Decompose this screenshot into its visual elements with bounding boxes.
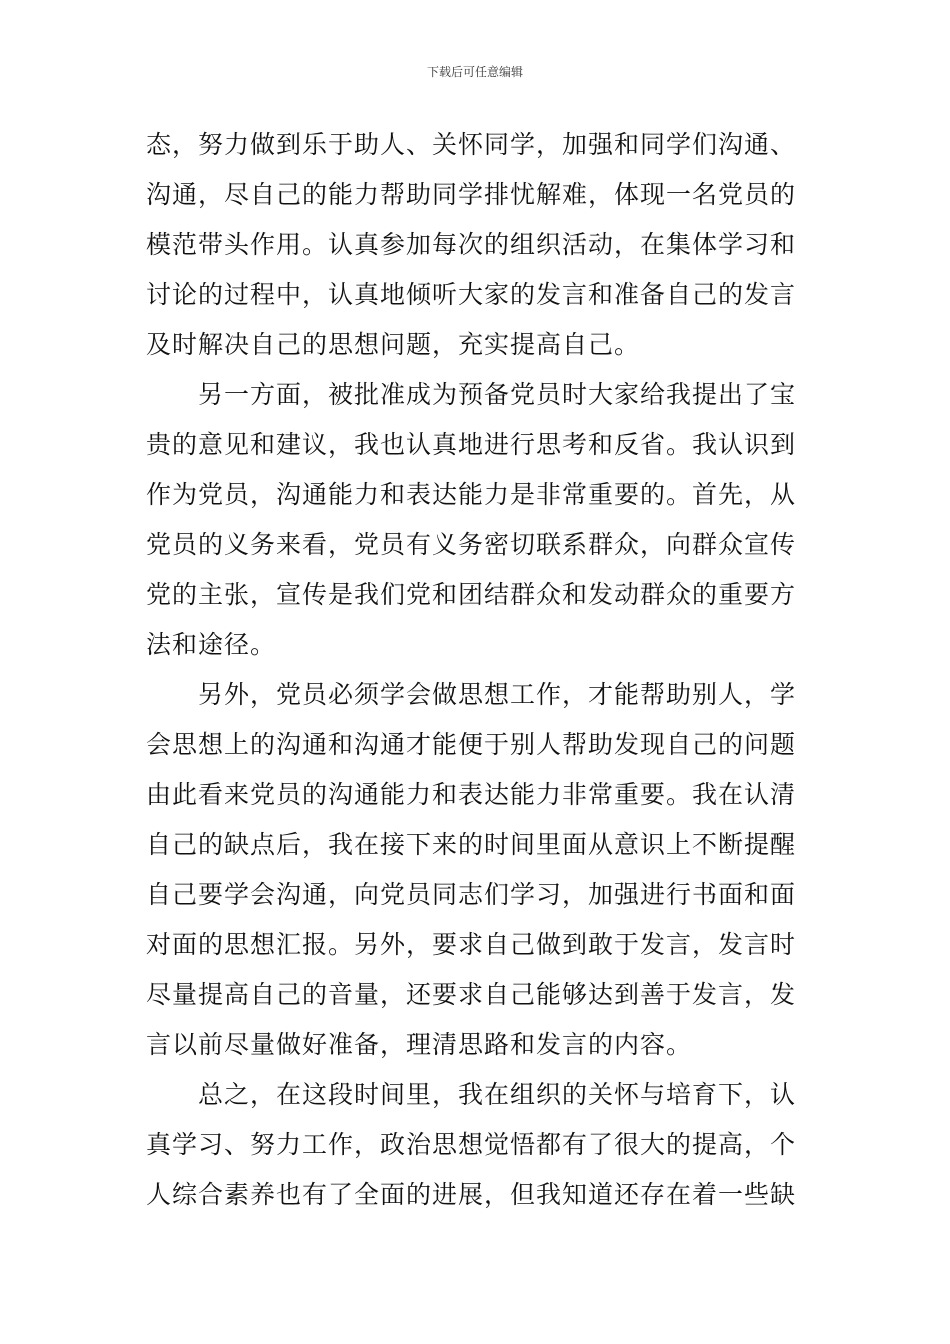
- text-line: 会思想上的沟通和沟通才能便于别人帮助发现自己的问题: [146, 730, 797, 759]
- text-line: 人综合素养也有了全面的进展，但我知道还存在着一些缺: [146, 1180, 797, 1209]
- text-line: 作为党员，沟通能力和表达能力是非常重要的。首先，从: [146, 480, 797, 509]
- text-line: 党的主张，宣传是我们党和团结群众和发动群众的重要方: [146, 580, 797, 609]
- text-line: 言以前尽量做好准备，理清思路和发言的内容。: [146, 1030, 693, 1059]
- text-line: 自己的缺点后，我在接下来的时间里面从意识上不断提醒: [146, 830, 797, 859]
- text-line: 由此看来党员的沟通能力和表达能力非常重要。我在认清: [146, 780, 797, 809]
- text-line: 讨论的过程中，认真地倾听大家的发言和准备自己的发言: [146, 280, 797, 309]
- text-line: 法和途径。: [146, 630, 277, 659]
- text-line: 态，努力做到乐于助人、关怀同学，加强和同学们沟通、: [146, 130, 797, 159]
- text-line: 党员的义务来看，党员有义务密切联系群众，向群众宣传: [146, 530, 797, 559]
- text-line: 真学习、努力工作，政治思想觉悟都有了很大的提高，个: [146, 1130, 797, 1159]
- paragraph-first-line: 总之，在这段时间里，我在组织的关怀与培育下，认: [198, 1080, 797, 1109]
- text-line: 自己要学会沟通，向党员同志们学习，加强进行书面和面: [146, 880, 797, 909]
- text-line: 沟通，尽自己的能力帮助同学排忧解难，体现一名党员的: [146, 180, 797, 209]
- paragraph-first-line: 另一方面，被批准成为预备党员时大家给我提出了宝: [198, 380, 797, 409]
- text-line: 模范带头作用。认真参加每次的组织活动，在集体学习和: [146, 230, 797, 259]
- text-line: 尽量提高自己的音量，还要求自己能够达到善于发言，发: [146, 980, 797, 1009]
- page-header: 下载后可任意编辑: [426, 65, 523, 79]
- paragraph-first-line: 另外，党员必须学会做思想工作，才能帮助别人，学: [198, 680, 797, 709]
- text-line: 及时解决自己的思想问题，充实提高自己。: [146, 330, 641, 359]
- text-line: 对面的思想汇报。另外，要求自己做到敢于发言，发言时: [146, 930, 797, 959]
- document-body: [146, 120, 808, 1220]
- text-line: 贵的意见和建议，我也认真地进行思考和反省。我认识到: [146, 430, 797, 459]
